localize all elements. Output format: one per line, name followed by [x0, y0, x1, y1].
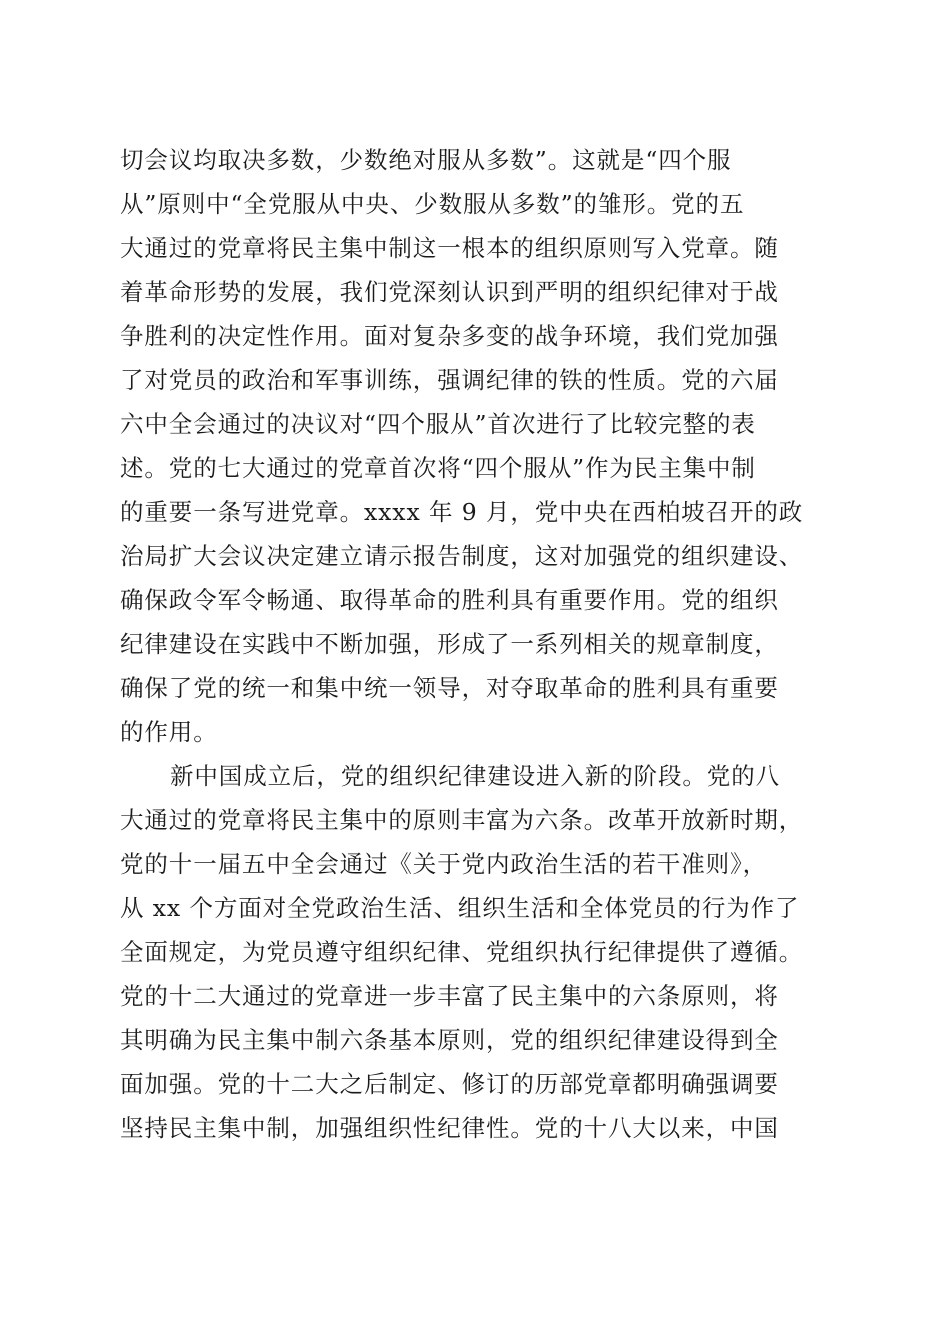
- paragraph-line: 治局扩大会议决定建立请示报告制度，这对加强党的组织建设、: [120, 542, 804, 570]
- paragraph-line: 纪律建设在实践中不断加强，形成了一系列相关的规章制度，: [120, 630, 779, 658]
- body-text: [120, 138, 830, 1150]
- paragraph-line: 切会议均取决多数，少数绝对服从多数”。这就是“四个服: [120, 146, 732, 174]
- paragraph-line: 的作用。: [120, 718, 218, 746]
- paragraph-first-line: 新中国成立后，党的组织纪律建设进入新的阶段。党的八: [170, 762, 780, 790]
- paragraph-line: 六中全会通过的决议对“四个服从”首次进行了比较完整的表: [120, 410, 756, 438]
- paragraph-line: 着革命形势的发展，我们党深刻认识到严明的组织纪律对于战: [120, 278, 779, 306]
- paragraph-line: 的重要一条写进党章。xxxx 年 9 月，党中央在西柏坡召开的政: [120, 498, 804, 526]
- paragraph-line: 从”原则中“全党服从中央、少数服从多数”的雏形。党的五: [120, 190, 745, 218]
- paragraph-line: 党的十二大通过的党章进一步丰富了民主集中的六条原则，将: [120, 982, 779, 1010]
- paragraph-line: 争胜利的决定性作用。面对复杂多变的战争环境，我们党加强: [120, 322, 779, 350]
- paragraph-line: 从 xx 个方面对全党政治生活、组织生活和全体党员的行为作了: [120, 894, 800, 922]
- paragraph-line: 确保政令军令畅通、取得革命的胜利具有重要作用。党的组织: [120, 586, 779, 614]
- paragraph-2: [120, 754, 830, 1150]
- paragraph-line: 述。党的七大通过的党章首次将“四个服从”作为民主集中制: [120, 454, 756, 482]
- paragraph-line: 大通过的党章将民主集中制这一根本的组织原则写入党章。随: [120, 234, 779, 262]
- paragraph-line: 其明确为民主集中制六条基本原则，党的组织纪律建设得到全: [120, 1026, 779, 1054]
- paragraph-1: [120, 138, 830, 754]
- paragraph-line: 坚持民主集中制，加强组织性纪律性。党的十八大以来，中国: [120, 1114, 779, 1142]
- paragraph-line: 面加强。党的十二大之后制定、修订的历部党章都明确强调要: [120, 1070, 779, 1098]
- paragraph-line: 了对党员的政治和军事训练，强调纪律的铁的性质。党的六届: [120, 366, 779, 394]
- paragraph-line: 全面规定，为党员遵守组织纪律、党组织执行纪律提供了遵循。: [120, 938, 804, 966]
- paragraph-line: 确保了党的统一和集中统一领导，对夺取革命的胜利具有重要: [120, 674, 779, 702]
- paragraph-line: 大通过的党章将民主集中的原则丰富为六条。改革开放新时期，: [120, 806, 804, 834]
- paragraph-line: 党的十一届五中全会通过《关于党内政治生活的若干准则》，: [120, 850, 768, 878]
